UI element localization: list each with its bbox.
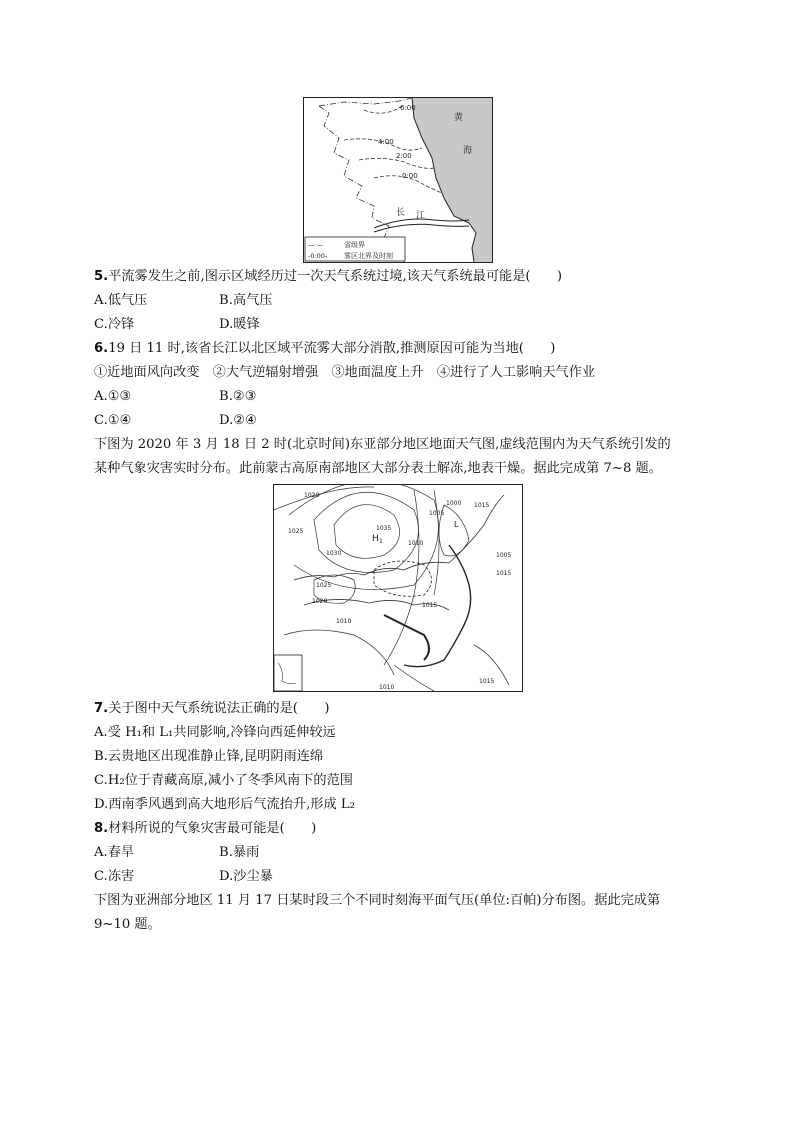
sea-label-1: 黄 [454, 113, 464, 123]
question-6-stem [94, 340, 555, 358]
intro-7-8-line-1: 下图为 2020 年 3 月 18 日 2 时(北京时间)东亚部分地区地面天气图,虚线范围内为天气系统引发的 [94, 437, 671, 452]
q7-option-d[interactable]: D.西南季风遇到高大地形后气流抬升,形成 L₂ [94, 797, 355, 812]
isobar-label-15: 1010 [379, 684, 395, 691]
isobar-label-2: 1025 [288, 528, 304, 535]
question-7-text: 关于图中天气系统说法正确的是( ) [108, 701, 330, 716]
isobar-label-4: 1035 [376, 525, 392, 532]
fog-map-svg [304, 98, 492, 262]
q6-option-a[interactable]: A.①③ [94, 389, 132, 404]
river-label-2: 江 [416, 211, 426, 221]
low-pressure-label: L [454, 520, 459, 529]
q5-option-a[interactable]: A.低气压 [94, 293, 148, 308]
weather-map-figure [273, 484, 523, 692]
q7-option-a[interactable]: A.受 H₁和 L₁共同影响,冷锋向西延伸较远 [94, 725, 336, 740]
coastline-east [404, 545, 471, 667]
isobar-label-5: 1010 [408, 540, 424, 547]
question-6-statements: ①近地面风向改变 ②大气逆辐射增强 ③地面温度上升 ④进行了人工影响天气作业 [94, 365, 596, 380]
q5-option-c[interactable]: C.冷锋 [94, 317, 135, 332]
isobar-label-16: 1015 [479, 678, 495, 685]
q6-option-b[interactable]: B.②③ [219, 389, 257, 404]
q8-option-a[interactable]: A.春旱 [94, 845, 135, 860]
question-8-text: 材料所说的气象灾害最可能是( ) [108, 821, 317, 836]
question-5-number: 5. [94, 269, 109, 284]
question-6-number: 6. [94, 341, 109, 356]
question-7-number: 7. [94, 701, 109, 716]
sea-label-2: 海 [463, 146, 473, 156]
intro-9-10-line-1: 下图为亚洲部分地区 11 月 17 日某时段三个不同时刻海平面气压(单位:百帕)分布图。据此完成第 [94, 893, 661, 908]
q5-option-d[interactable]: D.暖锋 [219, 317, 260, 332]
inset-box [274, 655, 302, 691]
isoline-label-2: 2:00 [396, 152, 412, 160]
isobar-1010 [384, 490, 419, 665]
q7-option-c[interactable]: C.H₂位于青藏高原,减小了冬季风南下的范围 [94, 773, 353, 788]
q8-option-c[interactable]: C.冻害 [94, 869, 135, 884]
isobar-1010-s [394, 665, 434, 691]
isobar-label-6: 1005 [429, 510, 445, 517]
isobar-label-1: 1020 [304, 492, 320, 499]
isobar-label-3: 1030 [326, 550, 342, 557]
isoline-6 [364, 106, 402, 113]
isoline-label-6: 6:00 [400, 104, 416, 112]
q8-option-b[interactable]: B.暴雨 [219, 845, 260, 860]
legend-label-1: 省级界 [344, 241, 365, 249]
weather-map-svg [274, 485, 522, 691]
isobar-label-10: 1020 [312, 598, 328, 605]
cold-front [384, 615, 429, 660]
isoline-label-0: 0:00 [402, 172, 418, 180]
q5-option-b[interactable]: B.高气压 [219, 293, 273, 308]
isobar-label-13: 1005 [496, 552, 512, 559]
intro-7-8-line-2: 某种气象灾害实时分布。此前蒙古高原南部地区大部分表土解冻,地表干燥。据此完成第 7~8 题。 [94, 461, 662, 476]
isobar-label-8: 1015 [474, 502, 490, 509]
isobar-label-7: 1000 [446, 500, 462, 507]
high-pressure-label: H [372, 534, 379, 544]
q7-option-b[interactable]: B.云贵地区出现准静止锋,昆明阴雨连绵 [94, 749, 324, 764]
question-8-number: 8. [94, 821, 109, 836]
question-5-text: 平流雾发生之前,图示区域经历过一次天气系统过境,该天气系统最可能是( ) [108, 269, 563, 284]
legend-label-2: 雾区北界及时刻 [344, 252, 393, 260]
fog-map-figure [303, 97, 493, 263]
legend-symbol-2: -0:00- [308, 252, 328, 260]
question-8-stem [94, 820, 316, 838]
legend-symbol-1: —·— [308, 241, 324, 249]
disaster-range [374, 561, 432, 596]
isoline-label-4: 4:00 [378, 138, 394, 146]
isobar-label-9: 1025 [316, 582, 332, 589]
isobar-label-12: 1015 [422, 602, 438, 609]
isobar-label-14: 1015 [496, 570, 512, 577]
q6-option-d[interactable]: D.②④ [219, 413, 257, 428]
q8-option-d[interactable]: D.沙尘暴 [219, 869, 273, 884]
question-6-text: 19 日 11 时,该省长江以北区域平流雾大部分消散,推测原因可能为当地( ) [108, 341, 556, 356]
isobar-label-11: 1010 [336, 618, 352, 625]
province-boundary-north [319, 98, 412, 106]
river-label-1: 长 [396, 208, 406, 218]
q6-option-c[interactable]: C.①④ [94, 413, 132, 428]
isobar-1020-north [274, 487, 374, 510]
high-pressure-sub: 1 [379, 538, 383, 545]
sea-area [412, 98, 492, 262]
question-7-stem [94, 700, 329, 718]
intro-9-10-line-2: 9~10 题。 [94, 917, 161, 932]
question-5-stem [94, 268, 562, 286]
